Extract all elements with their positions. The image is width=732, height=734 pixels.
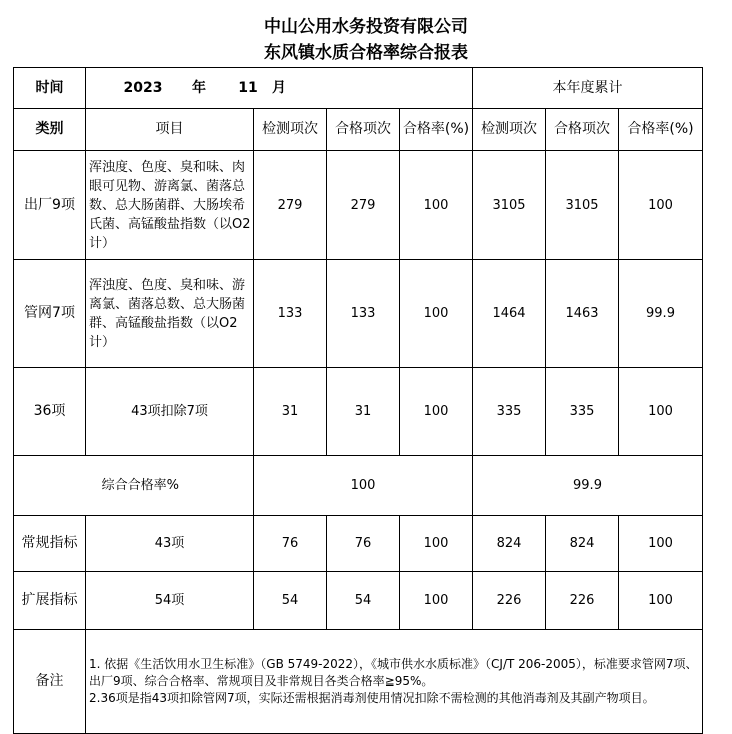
summary-label: 综合合格率% — [14, 456, 254, 516]
col-tested: 检测项次 — [254, 109, 327, 151]
notes-content — [86, 630, 703, 734]
row-rate: 100 — [400, 516, 473, 572]
row-rate: 100 — [400, 572, 473, 630]
row-annual-rate: 99.9 — [619, 260, 703, 368]
annual-label: 本年度累计 — [473, 68, 703, 109]
summary-rate: 100 — [254, 456, 473, 516]
col-category: 类别 — [14, 109, 86, 151]
row-category: 出厂9项 — [14, 151, 86, 260]
row-tested: 133 — [254, 260, 327, 368]
row-item: 浑浊度、色度、臭和味、肉眼可见物、游离氯、菌落总数、总大肠菌群、大肠埃希氏菌、高锰酸盐指数（以O2计） — [86, 151, 254, 260]
row-item: 43项 — [86, 516, 254, 572]
note-2: 2.36项是指43项扣除管网7项，实际还需根据消毒剂使用情况扣除不需检测的其他消毒剂及其副产物项目。 — [89, 691, 655, 705]
row-annual-rate: 100 — [619, 151, 703, 260]
table-row — [14, 572, 703, 630]
summary-row — [14, 456, 703, 516]
row-category: 扩展指标 — [14, 572, 86, 630]
col-annual-rate: 合格率(%) — [619, 109, 703, 151]
time-label: 时间 — [14, 68, 86, 109]
row-rate: 100 — [400, 151, 473, 260]
report-title: 东风镇水质合格率综合报表 — [264, 43, 468, 63]
col-item: 项目 — [86, 109, 254, 151]
time-row — [14, 68, 703, 109]
year-value: 2023 — [123, 79, 163, 96]
row-tested: 54 — [254, 572, 327, 630]
note-1: 1. 依据《生活饮用水卫生标准》（GB 5749-2022），《城市供水水质标准》（CJ/T 206-2005），标准要求管网7项、出厂9项、综合合格率、常规项目及非常规目各类合格率≧95%。 — [89, 657, 698, 688]
row-passed: 76 — [327, 516, 400, 572]
row-item: 43项扣除7项 — [86, 368, 254, 456]
row-annual-rate: 100 — [619, 516, 703, 572]
notes-row — [14, 630, 703, 734]
table-row — [14, 151, 703, 260]
row-annual-passed: 1463 — [546, 260, 619, 368]
row-annual-tested: 824 — [473, 516, 546, 572]
row-passed: 31 — [327, 368, 400, 456]
col-passed: 合格项次 — [327, 109, 400, 151]
row-category: 36项 — [14, 368, 86, 456]
table-row — [14, 516, 703, 572]
time-value-cell — [86, 68, 473, 109]
row-annual-tested: 335 — [473, 368, 546, 456]
row-annual-passed: 335 — [546, 368, 619, 456]
month-value: 11 — [238, 79, 258, 96]
report-company-title: 中山公用水务投资有限公司 — [264, 17, 468, 37]
col-annual-passed: 合格项次 — [546, 109, 619, 151]
col-rate: 合格率(%) — [400, 109, 473, 151]
row-item: 浑浊度、色度、臭和味、游离氯、菌落总数、总大肠菌群、高锰酸盐指数（以O2计） — [86, 260, 254, 368]
row-tested: 76 — [254, 516, 327, 572]
row-annual-passed: 226 — [546, 572, 619, 630]
month-unit: 月 — [272, 79, 286, 96]
table-row — [14, 368, 703, 456]
row-annual-tested: 1464 — [473, 260, 546, 368]
notes-label: 备注 — [14, 630, 86, 734]
col-annual-tested: 检测项次 — [473, 109, 546, 151]
row-annual-passed: 3105 — [546, 151, 619, 260]
row-item: 54项 — [86, 572, 254, 630]
row-passed: 133 — [327, 260, 400, 368]
quality-report-table — [13, 67, 703, 734]
row-rate: 100 — [400, 368, 473, 456]
row-annual-rate: 100 — [619, 572, 703, 630]
summary-annual-rate: 99.9 — [473, 456, 703, 516]
row-annual-passed: 824 — [546, 516, 619, 572]
row-rate: 100 — [400, 260, 473, 368]
row-annual-tested: 3105 — [473, 151, 546, 260]
row-category: 常规指标 — [14, 516, 86, 572]
row-tested: 279 — [254, 151, 327, 260]
row-tested: 31 — [254, 368, 327, 456]
row-category: 管网7项 — [14, 260, 86, 368]
row-passed: 279 — [327, 151, 400, 260]
row-annual-rate: 100 — [619, 368, 703, 456]
column-header-row — [14, 109, 703, 151]
year-unit: 年 — [192, 79, 206, 96]
table-row — [14, 260, 703, 368]
row-annual-tested: 226 — [473, 572, 546, 630]
row-passed: 54 — [327, 572, 400, 630]
